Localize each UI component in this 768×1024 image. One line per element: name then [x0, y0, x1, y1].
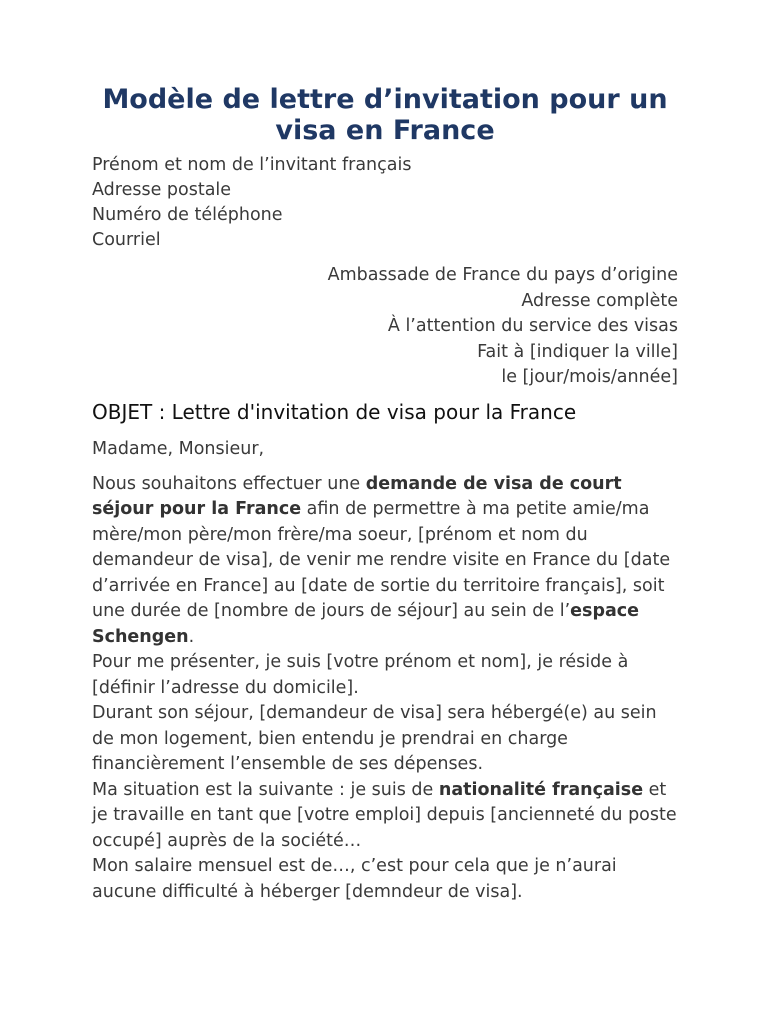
document-title: Modèle de lettre d’invitation pour un visa en France	[102, 84, 668, 146]
paragraph-accommodation: Durant son séjour, [demandeur de visa] sera hébergé(e) au sein de mon logement, bien entendu je prendrai en charge financièrement l’ensemble de ses dépenses.	[92, 703, 657, 774]
salutation: Madame, Monsieur,	[92, 438, 265, 459]
letter-page	[92, 84, 678, 905]
letter-place: Fait à [indiquer la ville]	[477, 341, 678, 362]
sender-email: Courriel	[92, 230, 161, 250]
recipient-attention: À l’attention du service des visas	[387, 316, 678, 336]
text-run: .	[188, 626, 195, 647]
paragraph-situation	[92, 778, 678, 855]
sender-phone: Numéro de téléphone	[92, 205, 283, 225]
bold-run: espace Schengen	[92, 601, 640, 647]
letter-body	[92, 472, 678, 906]
paragraph-introduction: Pour me présenter, je suis [votre prénom et nom], je réside à [définir l’adresse du domicile].	[92, 652, 629, 698]
paragraph-salary: Mon salaire mensuel est de…, c’est pour cela que je n’aurai aucune difficulté à héberger [demndeur de visa].	[92, 856, 617, 902]
recipient-address: Adresse complète	[521, 290, 678, 311]
bold-run: nationalité française	[438, 779, 644, 800]
sender-block	[92, 153, 678, 253]
recipient-embassy: Ambassade de France du pays d’origine	[327, 265, 678, 285]
text-run: afin de permettre à ma petite amie/ma mère/mon père/mon frère/ma soeur, [prénom et nom du demandeur de visa], de venir me rendre visite en France du [date d’arrivée en France] au [date de sortie du territoire français], soit une durée de [nombre de jours de séjour] au sein de l’	[92, 499, 671, 621]
letter-date: le [jour/mois/année]	[501, 367, 678, 387]
sender-address: Adresse postale	[92, 180, 232, 200]
recipient-block	[92, 263, 678, 391]
letter-subject: OBJET : Lettre d'invitation de visa pour la France	[92, 399, 577, 424]
sender-name: Prénom et nom de l’invitant français	[92, 155, 412, 175]
text-run: Nous souhaitons effectuer une	[92, 473, 366, 494]
bold-run: demande de visa de court séjour pour la France	[92, 473, 622, 519]
paragraph-request	[92, 472, 678, 651]
text-run: Ma situation est la suivante : je suis de	[92, 779, 439, 800]
text-run: et je travaille en tant que [votre emploi] depuis [ancienneté du poste occupé] auprès de la société…	[92, 779, 677, 851]
